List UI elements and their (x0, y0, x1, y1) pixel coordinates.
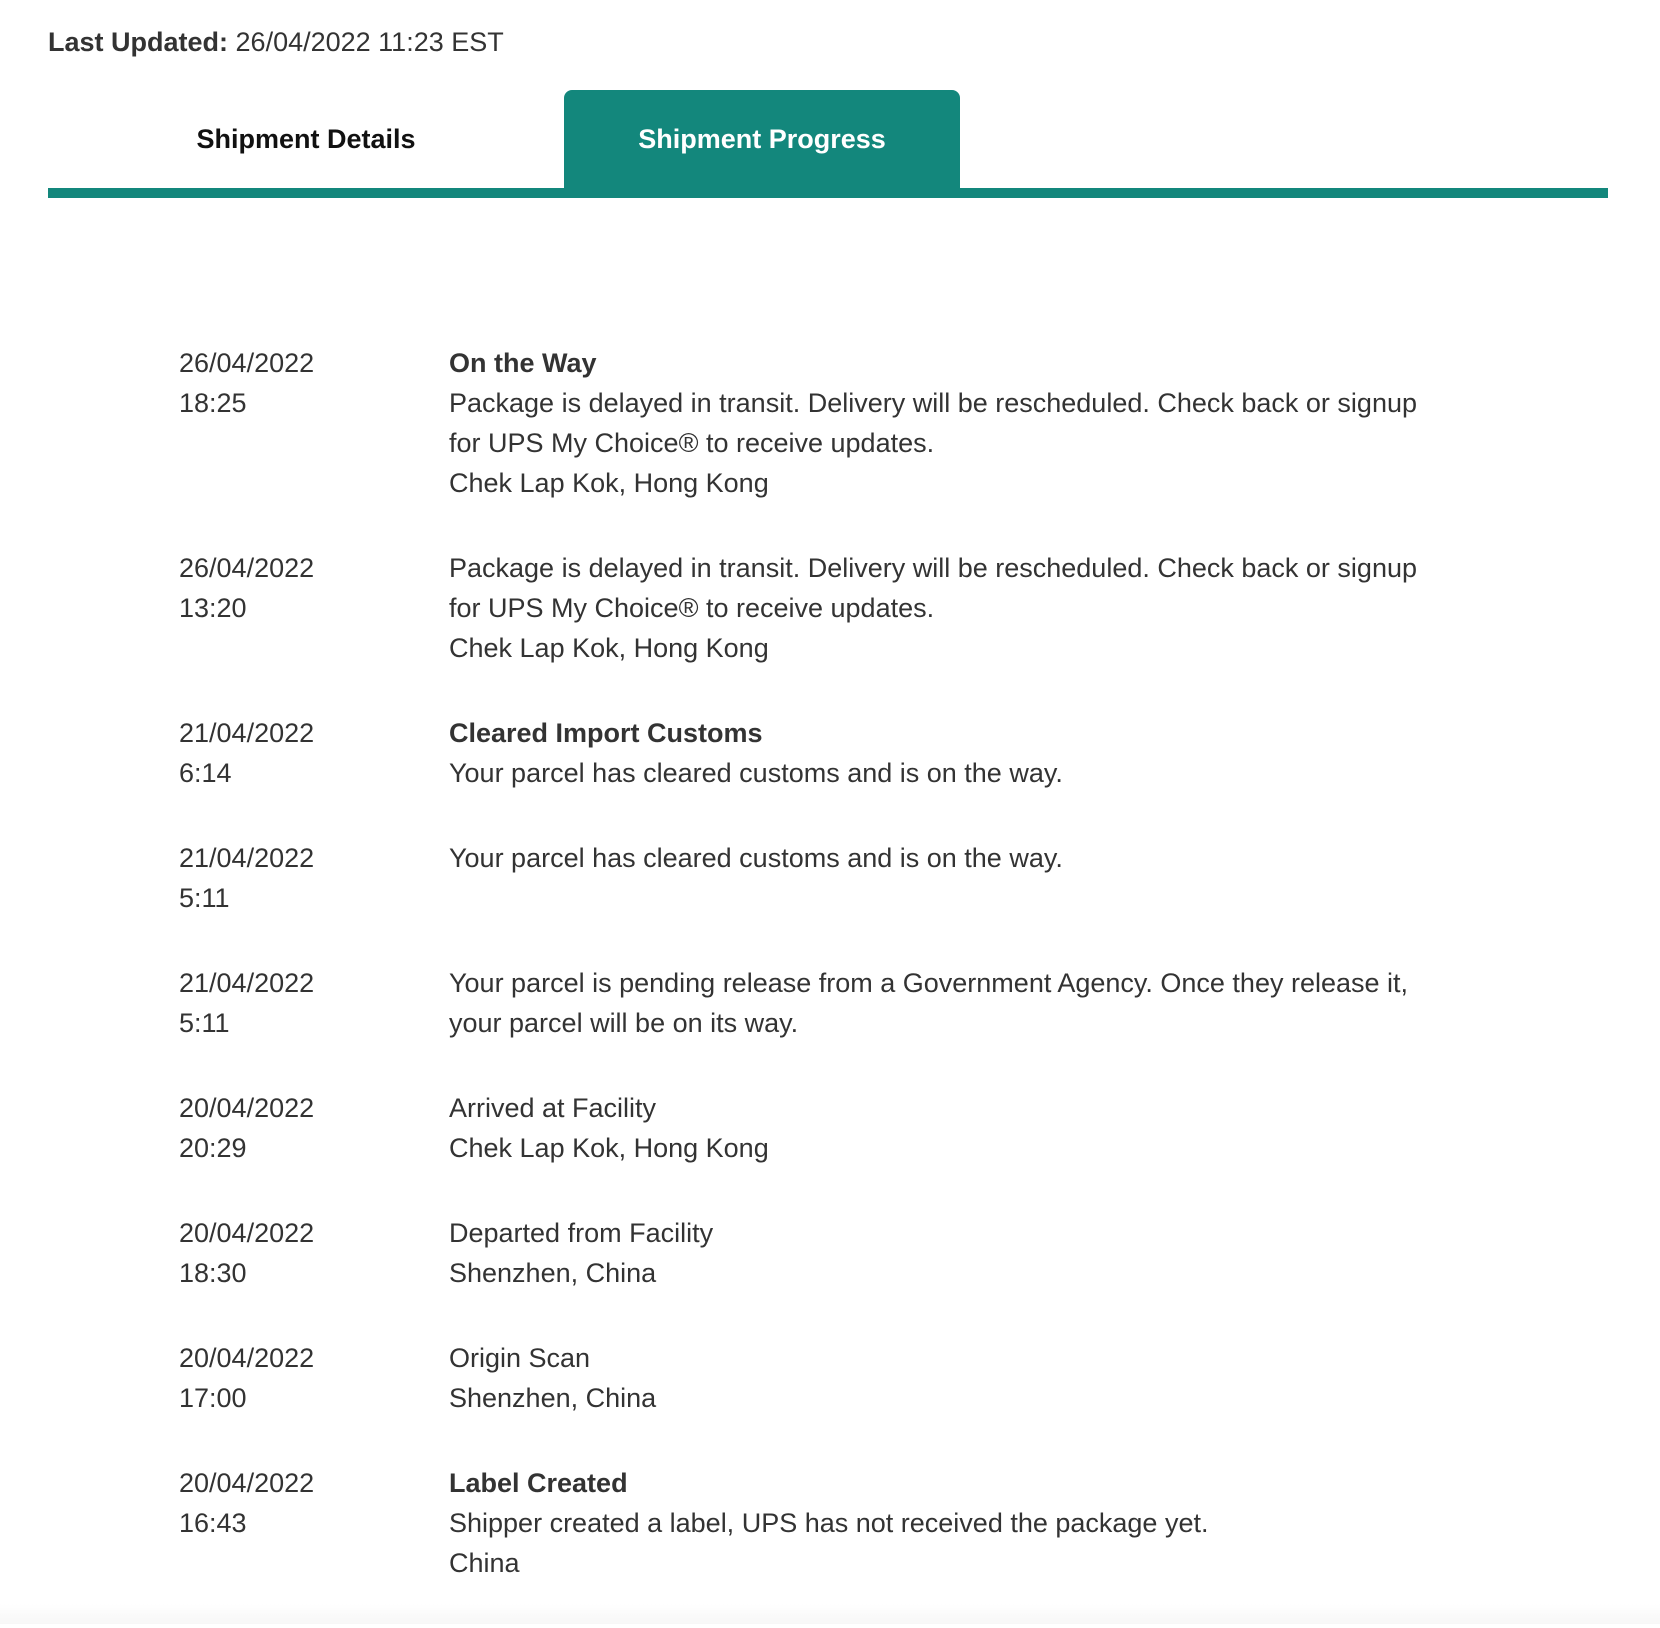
progress-event (179, 1463, 1479, 1583)
event-description: Arrived at Facility (449, 1093, 657, 1123)
event-time: 5:11 (179, 1008, 230, 1038)
event-details (449, 1213, 1449, 1293)
event-location: China (449, 1548, 520, 1578)
event-date: 20/04/2022 (179, 1218, 315, 1248)
event-description: Package is delayed in transit. Delivery will be rescheduled. Check back or signup for UPS My Choice® to receive updates. (449, 388, 1417, 458)
event-datetime (179, 1213, 449, 1293)
last-updated (48, 22, 504, 62)
progress-event (179, 713, 1479, 793)
progress-event (179, 1213, 1479, 1293)
event-details (449, 343, 1449, 503)
event-datetime (179, 963, 449, 1043)
last-updated-label: Last Updated: (48, 27, 229, 57)
event-time: 18:25 (179, 388, 247, 418)
event-datetime (179, 343, 449, 503)
event-datetime (179, 1338, 449, 1418)
event-date: 21/04/2022 (179, 968, 315, 998)
event-details (449, 548, 1449, 668)
event-date: 20/04/2022 (179, 1468, 315, 1498)
event-location: Chek Lap Kok, Hong Kong (449, 468, 769, 498)
event-details (449, 838, 1449, 918)
event-description: Your parcel has cleared customs and is on the way. (449, 843, 1063, 873)
tab-bar (48, 90, 1608, 198)
event-date: 26/04/2022 (179, 348, 315, 378)
event-date: 20/04/2022 (179, 1093, 315, 1123)
event-status: On the Way (449, 348, 597, 378)
shipment-progress-list (179, 343, 1479, 1628)
event-time: 16:43 (179, 1508, 247, 1538)
event-datetime (179, 713, 449, 793)
event-date: 20/04/2022 (179, 1343, 315, 1373)
event-location: Shenzhen, China (449, 1258, 657, 1288)
event-time: 17:00 (179, 1383, 247, 1413)
progress-event (179, 1338, 1479, 1418)
event-date: 21/04/2022 (179, 843, 315, 873)
event-time: 13:20 (179, 593, 247, 623)
progress-event (179, 963, 1479, 1043)
tab-shipment-progress[interactable]: Shipment Progress (564, 90, 960, 188)
event-description: Origin Scan (449, 1343, 591, 1373)
event-datetime (179, 1088, 449, 1168)
event-datetime (179, 548, 449, 668)
event-description: Departed from Facility (449, 1218, 714, 1248)
event-description: Package is delayed in transit. Delivery will be rescheduled. Check back or signup for UPS My Choice® to receive updates. (449, 553, 1417, 623)
event-description: Your parcel has cleared customs and is on the way. (449, 758, 1063, 788)
progress-event (179, 1088, 1479, 1168)
last-updated-value: 26/04/2022 11:23 EST (235, 27, 504, 57)
progress-event (179, 343, 1479, 503)
event-location: Chek Lap Kok, Hong Kong (449, 633, 769, 663)
event-status: Label Created (449, 1468, 628, 1498)
event-description: Shipper created a label, UPS has not received the package yet. (449, 1508, 1209, 1538)
event-time: 18:30 (179, 1258, 247, 1288)
event-datetime (179, 838, 449, 918)
event-location: Shenzhen, China (449, 1383, 657, 1413)
event-date: 21/04/2022 (179, 718, 315, 748)
event-time: 6:14 (179, 758, 232, 788)
event-details (449, 1088, 1449, 1168)
event-details (449, 1463, 1449, 1583)
event-date: 26/04/2022 (179, 553, 315, 583)
progress-event (179, 838, 1479, 918)
event-details (449, 963, 1449, 1043)
tab-shipment-details[interactable]: Shipment Details (196, 123, 416, 154)
progress-event (179, 548, 1479, 668)
event-datetime (179, 1463, 449, 1583)
event-time: 5:11 (179, 883, 230, 913)
event-location: Chek Lap Kok, Hong Kong (449, 1133, 769, 1163)
bottom-divider (0, 1604, 1660, 1624)
event-description: Your parcel is pending release from a Government Agency. Once they release it, your parcel will be on its way. (449, 968, 1409, 1038)
event-details (449, 713, 1449, 793)
event-details (449, 1338, 1449, 1418)
event-status: Cleared Import Customs (449, 718, 763, 748)
tab-underline (48, 188, 1608, 198)
event-time: 20:29 (179, 1133, 247, 1163)
